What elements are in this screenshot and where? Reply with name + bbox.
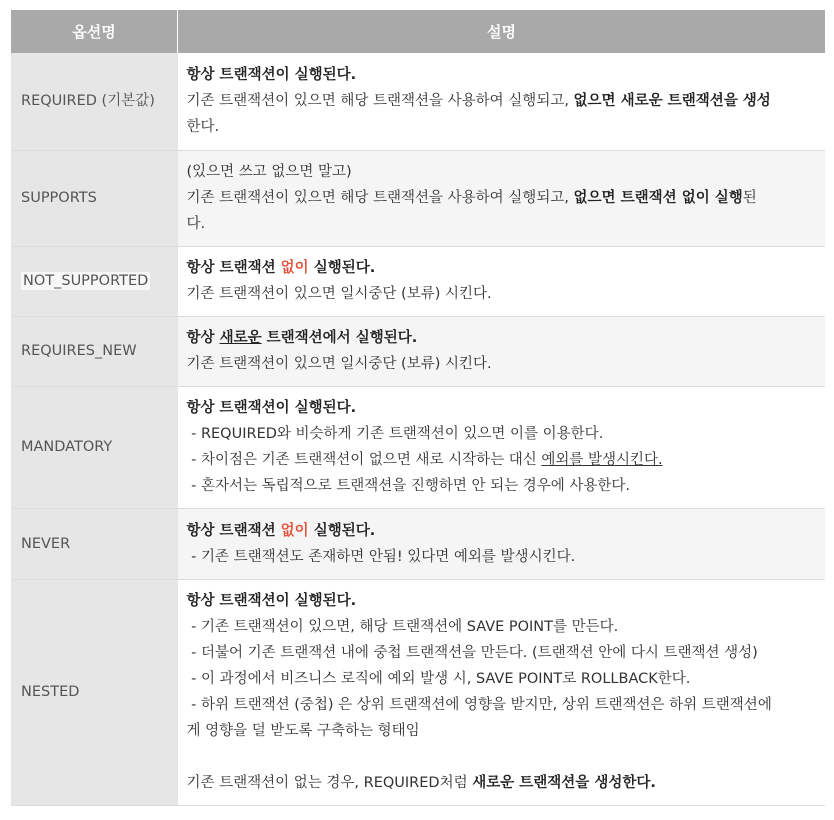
desc-line: 기존 트랜잭션이 있으면 해당 트랜잭션을 사용하여 실행되고, bbox=[186, 190, 574, 206]
desc-line: 실행된다. bbox=[308, 522, 376, 539]
option-name-required: REQUIRED (기본값) bbox=[11, 53, 178, 150]
desc-line: - 더불어 기존 트랜잭션 내에 중첩 트랜잭션을 만든다. (트랜잭션 안에 다시 트랜잭션 생성) bbox=[186, 645, 758, 661]
table-row bbox=[11, 246, 825, 316]
desc-line: 항상 트랜잭션이 실행된다. bbox=[186, 67, 357, 84]
desc-line: 트랜잭션에서 실행된다. bbox=[261, 330, 418, 346]
description-never bbox=[178, 508, 826, 579]
propagation-table-container bbox=[11, 10, 825, 806]
desc-line: 기존 트랜잭션이 있으면 일시중단 (보류) 시킨다. bbox=[186, 286, 492, 302]
option-name-not-supported bbox=[11, 246, 178, 316]
desc-emphasis: 새로운 트랜잭션을 생성한다. bbox=[472, 775, 656, 791]
table-row bbox=[11, 508, 825, 579]
desc-line: (있으면 쓰고 없으면 말고) bbox=[186, 164, 352, 180]
desc-emphasis: 없으면 새로운 트랜잭션을 생성 bbox=[573, 93, 771, 110]
desc-line: - 혼자서는 독립적으로 트랜잭션을 진행하면 안 되는 경우에 사용한다. bbox=[186, 478, 631, 494]
option-name-highlight: NOT_SUPPORTED bbox=[23, 273, 149, 289]
desc-line: 다. bbox=[186, 216, 206, 232]
desc-line: 실행된다. bbox=[308, 260, 376, 276]
desc-line: 항상 트랜잭션이 실행된다. bbox=[186, 593, 357, 609]
option-name-nested: NESTED bbox=[11, 579, 178, 805]
desc-emphasis: 없으면 트랜잭션 없이 실행 bbox=[573, 190, 743, 206]
option-name-supports: SUPPORTS bbox=[11, 150, 178, 246]
option-name-requires-new: REQUIRES_NEW bbox=[11, 316, 178, 386]
desc-line: - 기존 트랜잭션이 있으면, 해당 트랜잭션에 SAVE POINT를 만든다. bbox=[186, 619, 619, 635]
desc-line: - 하위 트랜잭션 (중첩) 은 상위 트랜잭션에 영향을 받지만, 상위 트랜잭션은 하위 트랜잭션에 bbox=[186, 697, 772, 713]
desc-emphasis-red: 없이 bbox=[280, 260, 309, 276]
desc-emphasis-red: 없이 bbox=[280, 522, 309, 539]
desc-line: 기존 트랜잭션이 있으면 일시중단 (보류) 시킨다. bbox=[186, 356, 492, 372]
description-not-supported bbox=[178, 246, 826, 316]
description-required bbox=[178, 53, 826, 150]
description-supports bbox=[178, 150, 826, 246]
desc-line: 기존 트랜잭션이 있으면 해당 트랜잭션을 사용하여 실행되고, bbox=[186, 93, 574, 110]
header-option-name: 옵션명 bbox=[11, 10, 178, 53]
desc-line: 항상 트랜잭션이 실행된다. bbox=[186, 400, 357, 416]
desc-line: 된 bbox=[742, 190, 757, 206]
option-name-mandatory: MANDATORY bbox=[11, 386, 178, 508]
table-row bbox=[11, 579, 825, 805]
table-row bbox=[11, 316, 825, 386]
propagation-options-table bbox=[11, 10, 825, 806]
desc-line: 게 영향을 덜 받도록 구축하는 형태임 bbox=[186, 723, 420, 739]
header-description: 설명 bbox=[178, 10, 826, 53]
desc-line: - 이 과정에서 비즈니스 로직에 예외 발생 시, SAVE POINT로 ROLLBACK한다. bbox=[186, 671, 691, 687]
description-nested bbox=[178, 579, 826, 805]
desc-line: 항상 트랜잭션 bbox=[186, 260, 281, 276]
desc-line: - REQUIRED와 비슷하게 기존 트랜잭션이 있으면 이를 이용한다. bbox=[186, 426, 604, 442]
table-header-row bbox=[11, 10, 825, 53]
desc-line: 기존 트랜잭션이 없는 경우, REQUIRED처럼 bbox=[186, 775, 473, 791]
description-requires-new bbox=[178, 316, 826, 386]
table-row bbox=[11, 150, 825, 246]
desc-line: 항상 bbox=[186, 330, 220, 346]
desc-line: - 차이점은 기존 트랜잭션이 없으면 새로 시작하는 대신 bbox=[186, 452, 542, 468]
desc-line: 한다. bbox=[186, 119, 220, 136]
desc-emphasis-underline: 예외를 발생시킨다. bbox=[541, 452, 663, 468]
description-mandatory bbox=[178, 386, 826, 508]
spacer bbox=[187, 744, 818, 770]
desc-line: - 기존 트랜잭션도 존재하면 안됨! 있다면 예외를 발생시킨다. bbox=[186, 548, 576, 565]
table-row bbox=[11, 53, 825, 150]
desc-line: 항상 트랜잭션 bbox=[186, 522, 281, 539]
desc-emphasis-underline: 새로운 bbox=[219, 330, 262, 346]
option-name-never: NEVER bbox=[11, 508, 178, 579]
table-row bbox=[11, 386, 825, 508]
